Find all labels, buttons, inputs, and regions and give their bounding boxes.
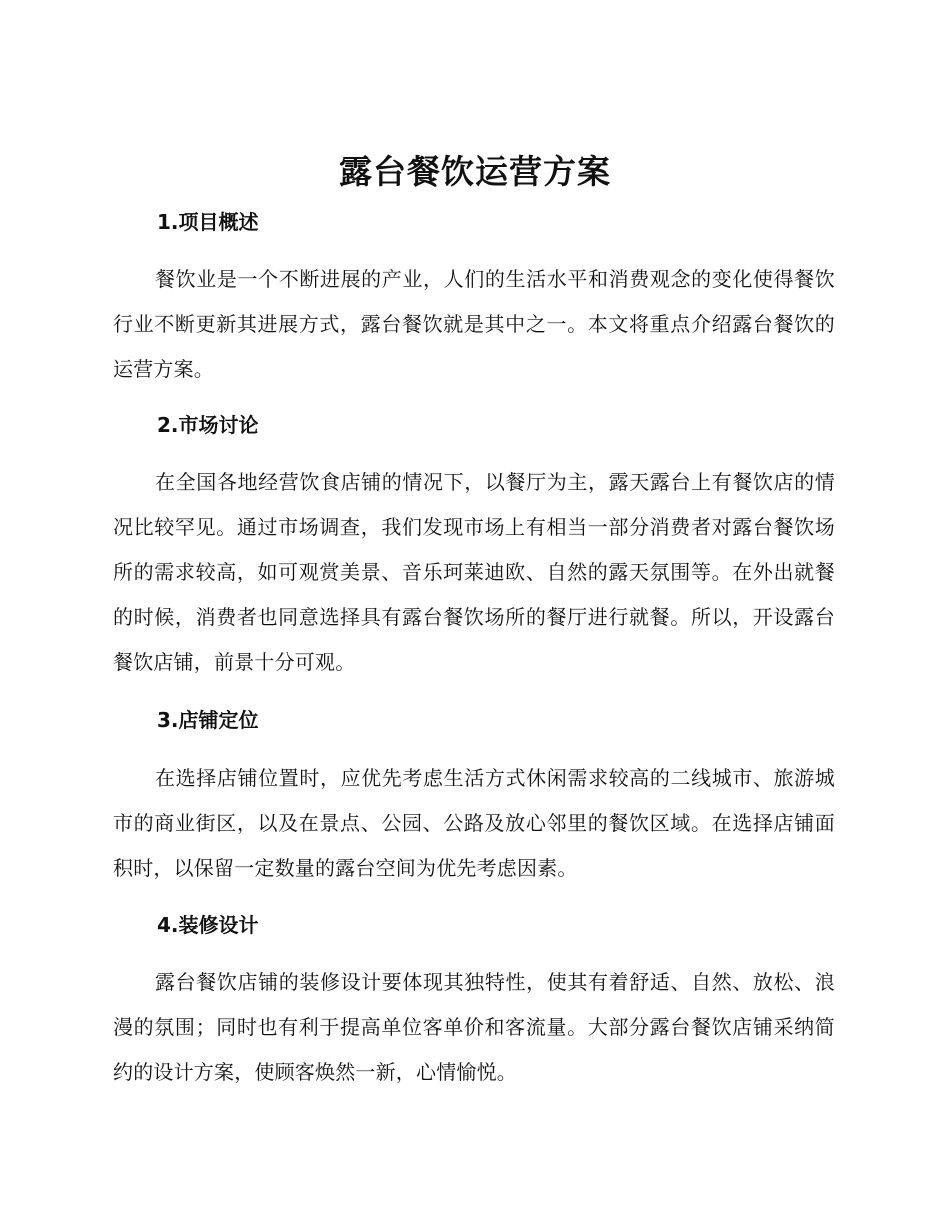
section-paragraph-overview: 餐饮业是一个不断进展的产业，人们的生活水平和消费观念的变化使得餐饮行业不断更新其进展方式，露台餐饮就是其中之一。本文将重点介绍露台餐饮的运营方案。: [113, 267, 835, 381]
section-heading-market: 2.市场讨论: [157, 413, 259, 437]
section-paragraph-decoration: 露台餐饮店铺的装修设计要体现其独特性，使其有着舒适、自然、放松、浪漫的氛围；同时也有利于提高单位客单价和客流量。大部分露台餐饮店铺采纳简约的设计方案，使顾客焕然一新，心情愉悦。: [113, 970, 835, 1084]
document-title: 露台餐饮运营方案: [339, 152, 611, 191]
section-paragraph-market: 在全国各地经营饮食店铺的情况下，以餐厅为主，露天露台上有餐饮店的情况比较罕见。通过市场调查，我们发现市场上有相当一部分消费者对露台餐饮场所的需求较高，如可观赏美景、音乐珂莱迪欧、自然的露天氛围等。在外出就餐的时候，消费者也同意选择具有露台餐饮场所的餐厅进行就餐。所以，开设露台餐饮店铺，前景十分可观。: [113, 470, 835, 674]
section-heading-decoration: 4.装修设计: [157, 913, 259, 937]
section-paragraph-positioning: 在选择店铺位置时，应优先考虑生活方式休闲需求较高的二线城市、旅游城市的商业街区，以及在景点、公园、公路及放心邻里的餐饮区域。在选择店铺面积时，以保留一定数量的露台空间为优先考虑因素。: [113, 766, 835, 880]
section-heading-positioning: 3.店铺定位: [157, 708, 259, 732]
section-heading-overview: 1.项目概述: [157, 210, 259, 234]
